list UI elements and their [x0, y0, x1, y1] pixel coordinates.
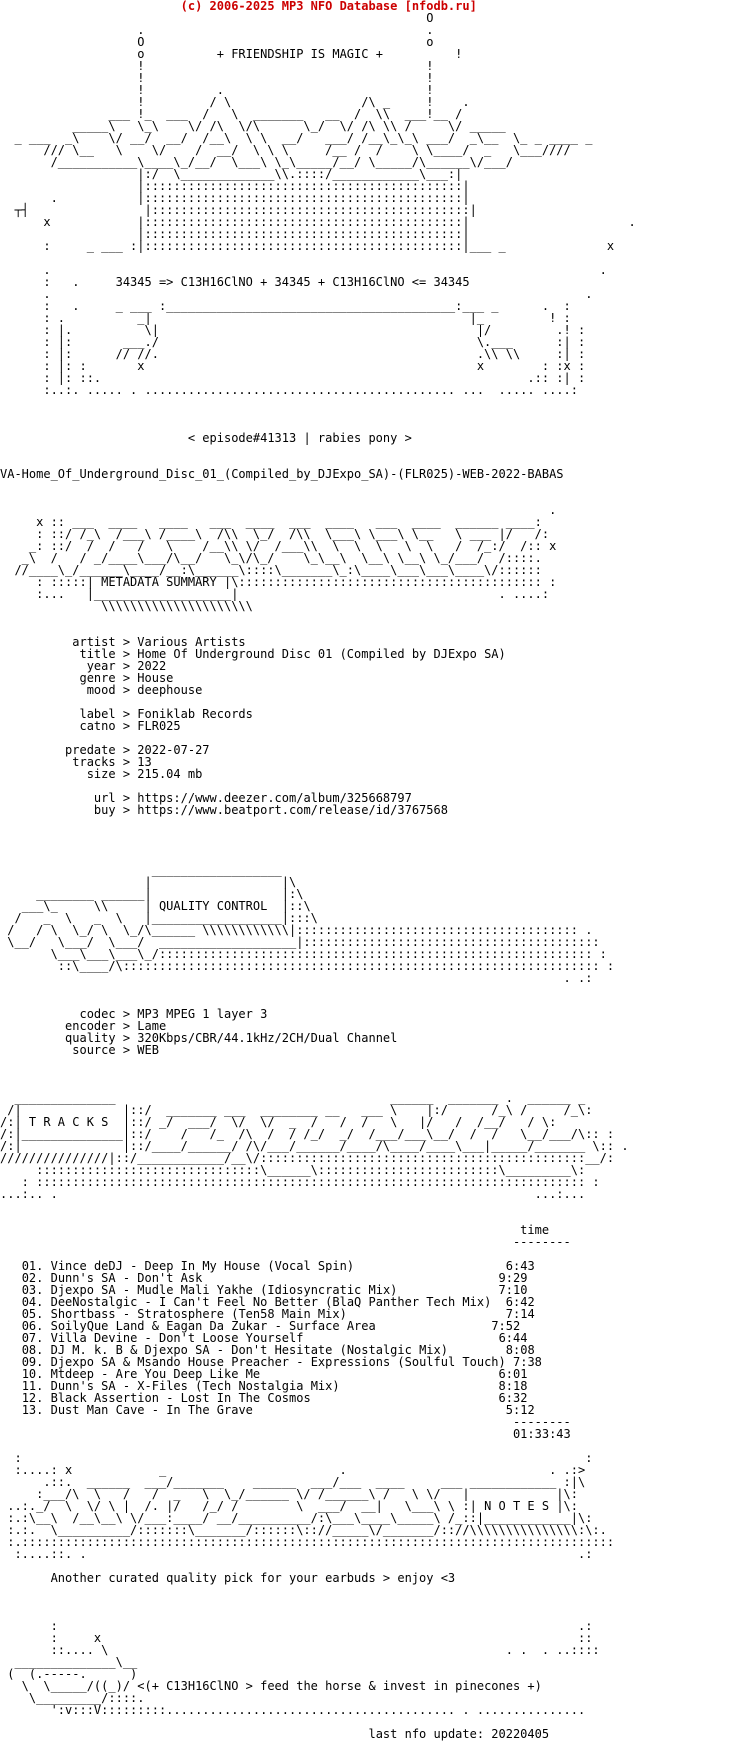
tracks-logo-art: ______________ ______ _______ . ______ _ — [0, 1091, 586, 1105]
track-time: 8:08 — [505, 1343, 535, 1357]
notes-heading-row: ..:._/ \ \/ \ | /. |/ /_/ / \ ___/ __| \___\ \ :| N O T E S |\: — [0, 1499, 578, 1513]
metadata-url: https://www.deezer.com/album/325668797 — [137, 791, 412, 805]
track-title: Dunn's SA - X-Files (Tech Nostalgia Mix) — [50, 1379, 340, 1393]
table-row: 11. Dunn's SA - X-Files (Tech Nostalgia Mix) 8:18 — [21, 1379, 528, 1393]
track-time: 6:32 — [498, 1391, 528, 1405]
metadata-title-row: title > Home Of Underground Disc 01 (Compiled by DJExpo SA) — [0, 647, 506, 661]
metadata-artist-row: artist > Various Artists — [0, 635, 246, 649]
metadata-genre-row: genre > House — [0, 671, 174, 685]
tracks-heading-row: /:| T R A C K S |::/ _/ ___/ \/ \/ _ / / / \ |/ / /__/ / \: — [0, 1115, 557, 1129]
metadata-heading: METADATA SUMMARY — [101, 575, 217, 589]
release-name-row — [0, 468, 736, 480]
metadata-label-row: label > Foniklab Records — [0, 707, 253, 721]
footer-slogan-row: ( (.-----. ) — [0, 1667, 138, 1681]
track-title: Mtdeep - Are You Deep Like Me — [50, 1367, 261, 1381]
quality-codec: MP3 MPEG 1 layer 3 — [137, 1007, 268, 1021]
table-row: 02. Dunn's SA - Don't Ask 9:29 — [21, 1271, 528, 1285]
logo-tagline-row: o + FRIENDSHIP IS MAGIC + ! — [0, 47, 463, 61]
track-title: Dunn's SA - Don't Ask — [50, 1271, 203, 1285]
table-row: 12. Black Assertion - Lost In The Cosmos 6:32 — [21, 1391, 528, 1405]
table-row: 09. Djexpo SA & Msando House Preacher - Expressions (Soulful Touch) 7:38 — [21, 1355, 542, 1369]
episode-tag: < episode#41313 | rabies pony > — [187, 431, 412, 445]
metadata-mood-row: mood > deephouse — [0, 683, 203, 697]
track-time: 5:12 — [505, 1403, 535, 1417]
quality-source-row: source > WEB — [0, 1043, 159, 1057]
track-title: DJ M. k. B & Djexpo SA - Don't Hesitate (Nostalgic Mix) — [50, 1343, 448, 1357]
metadata-tracks: 13 — [137, 755, 152, 769]
track-time: 6:01 — [498, 1367, 528, 1381]
footer-slogan: <(+ C13H16ClNO > feed the horse & invest in pinecones +) — [137, 1679, 542, 1693]
track-title: DeeNostalgic - I Can't Feel No Better (BlaQ Panther Tech Mix) — [50, 1295, 492, 1309]
table-row: 13. Dust Man Cave - In The Grave 5:12 — [21, 1403, 535, 1417]
logo-art: O — [0, 11, 434, 25]
quality-encoder-row: encoder > Lame — [0, 1019, 167, 1033]
equation-row: : . 34345 => C13H16ClNO + 34345 + C13H16ClNO <= 34345 — [0, 275, 470, 289]
track-time: 6:42 — [505, 1295, 535, 1309]
metadata-buy: https://www.beatport.com/release/id/3767568 — [137, 803, 448, 817]
logo-equation: 34345 => C13H16ClNO + 34345 + C13H16ClNO <= 34345 — [115, 275, 470, 289]
track-time: 8:18 — [498, 1379, 528, 1393]
track-title: Shortbass - Stratosphere (Ten58 Main Mix) — [50, 1307, 347, 1321]
track-time: 6:43 — [505, 1259, 535, 1273]
tracks-total-time: 01:33:43 — [512, 1427, 571, 1441]
release-name: VA-Home_Of_Underground_Disc_01_(Compiled_by_DJExpo_SA)-(FLR025)-WEB-2022-BABAS — [0, 467, 564, 481]
footer-horse-art: : .: — [0, 1619, 593, 1633]
track-time: 7:38 — [513, 1355, 542, 1369]
notes-heading: N O T E S — [484, 1499, 550, 1513]
track-title: Djexpo SA & Msando House Preacher - Expressions (Soulful Touch) — [50, 1355, 506, 1369]
metadata-mood: deephouse — [137, 683, 203, 697]
table-row: 06. SoilyQue Land & Eagan Da Zukar - Surface Area 7:52 — [21, 1319, 521, 1333]
metadata-catno: FLR025 — [137, 719, 181, 733]
last-update-row — [0, 1728, 736, 1740]
metadata-url-row: url > https://www.deezer.com/album/325668797 — [0, 791, 412, 805]
metadata-tracks-row: tracks > 13 — [0, 755, 152, 769]
metadata-artist: Various Artists — [137, 635, 246, 649]
metadata-label: Foniklab Records — [137, 707, 253, 721]
metadata-year-row: year > 2022 — [0, 659, 167, 673]
track-time: 7:10 — [498, 1283, 528, 1297]
table-row: 05. Shortbass - Stratosphere (Ten58 Main Mix) 7:14 — [21, 1307, 535, 1321]
quality-heading: QUALITY CONTROL — [158, 899, 268, 913]
metadata-predate: 2022-07-27 — [137, 743, 210, 757]
nfo-document: (c) 2006-2025 MP3 NFO Database [nfodb.ru] O . . O o o + FRIENDSHIP IS MAGIC + ! ! ! ! ! ! . ! ! / \ /\ _ ! . ___ !_ ___ / \ _______ __ / \\ ___!__ / _____\ \_\ \/ /\ \/\ \_/ \/ /\ \\ / \/ _____ _ ___ _\ \/ __/ __/ /__\ \ \ __/ ___/ /__\_\_\ ___/ _\__ \_ _ ____ _ /// \__ \ \/ / __/ \ \ \ /__ / / \ \____/ _ \___//// /___________\____\_/__/ \___\ \_\_____/__/ \_____/\______\/___/ |:/ \_____________\\.::::/____________\___:| |::::::::::::::::::::::::::::::::::::::::::::| . |::::::::::::::::::::::::::::::::::::::::::::| ┬┤ |::::::::::::::::::::::::::::::::::::::::::::| x |::::::::::::::::::::::::::::::::::::::::::::| . |::::::::::::::::::::::::::::::::::::::::::::| : _ ___ :|::::::::::::::::::::::::::::::::::::::::::::|___ _ x . . : . 34345 => C13H16ClNO + 34345 + C13H16ClNO <= 34345 . . : . _ ___ :________________________________________:___ _ . : : . _| |_ ! : : |. \| |/ .! : : |: ___./ \.___ :| : : |: // //. .\\ \\ :| : : |: : x x : :x : : |: ::. .:: :| : :..:. ..... . ........................................... ... ..... ....: < episode#41313 | rabies pony > VA-Home_Of_Underground_Disc_01_(Compiled_by_DJExpo_SA)-(FLR025)-WEB-2022-BABAS . x :: ___ ____ ____ ___ ____ ___ ____ ___ ____ ______ ____: : ::/ /_\ /___\ /____\ /\\ \_/ /\\ \___\ \___\ \__ \ ___ |/ /: _: ::/ / / / \ /__\\ \/ /___\\ \ \ \ \ \ / /_:/ /:: x _\ / / _/____\___/\__/ \_\/\_/ \_\__\ \__\ \__\ \_/___/ /::::. //____\_/______\____/__:\______\::::\_______\_:\____\___\___\____\/:::::: : :::::| METADATA SUMMARY |\:::::::::::::::::::::::::::::::::::::::::: : :... |___________________| . ....: \\\\\\\\\\\\\\\\\\\\\ artist > Various Artists title > Home Of Underground Disc 01 (Compiled by DJExpo SA) year > 2022 genre > House mood > deephouse label > Foniklab Records catno > FLR025 predate > 2022-07-27 tracks > 13 size > 215.04 mb url > https://www.deezer.com/album/325668797 buy > https://www.beatport.com/release/id/3767568 __________________ | |\ ________ ______| |:\ ___\_ \\ | QUALITY CONTROL |::\ / _ \ _ \ |__________________|:::\ / / \ \_/ \ \_/\______ \\\\\\\\\\\\|::::::::::::::::::::::::::::::::::::::: . \__/ \___/ \___/ ___________________|::::::::::::::::::::::::::::::::::::::::: \___\___\___\_/:::::::::::::::::::::::::::::::::::::::::::::::::::::::::::: : ::\____/\:::::::::::::::::::::::::::::::::::::::::::::::::::::::::::::::::: : . .: codec > MP3 MPEG 1 layer 3 encoder > Lame quality > 320Kbps/CBR/44.1kHz/2CH/Dual Channel source > WEB ______________ ______ _______ . ______ _ /| |::/ _______ ___ ________ __ ___ \ |:/ /_\ / /_\: /:| T R A C K S |::/ _/ ___/ \/ \/ _ / / / \ |/ / /__/ / \: /:|______________|::/ / /_ /\ / / /_/ _/ /___/___\__/ / / \__/___/\:: : /:| |::/____/______/ /\/___/______/____/\____/____\___|_____/_______ \:: . ///////////////|::/____________/__\/:::::::::::::::::::::::::::::::::::::::::::::__/: :::::::::::::::::::::::::::::::\______\:::::::::::::::::::::::::\_________\: : :::::::::::::::::::::::::::::::::::::::::::::::::::::::::::::::::::::::::::: : ...:.. . ...:... time -------- 01. Vince deDJ - Deep In My House (Vocal Spin) 6:43 02. Dunn's SA - Don't Ask 9:29 03. Djexpo SA - Mudle Mali Yakhe (Idiosyncratic Mix) 7:10 04. DeeNostalgic - I Can't Feel No Better (BlaQ Panther Tech Mix) 6:42 05. Shortbass - Stratosphere (Ten58 Main Mix) 7:14 06. SoilyQue Land & Eagan Da Zukar - Surface Area 7:52 07. Villa Devine - Don't Loose Yourself 6:44 08. DJ M. k. B & Djexpo SA - Don't Hesitate (Nostalgic Mix) 8:08 09. Djexpo SA & Msando House Preacher - Expressions (Soulful Touch) 7:38 10. Mtdeep - Are You Deep Like Me 6:01 11. Dunn's SA - X-Files (Tech Nostalgia Mix) 8:18 12. Black Assertion - Lost In The Cosmos 6:32 13. Dust Man Cave - In The Grave 5:12 -------- 01:33:43 : : :....: x _ . . .:> .::. ______ ___/_______ ______ ___/___ ____ ___ ____________ :|\ :___/\ \ / / _ \ \_/______ \/ /______\ / \ \/ | |\: ..:._/ \ \/ \ | /. |/ /_/ / \ ___/ __| \___\ \ :| N O T E S |\: :.:\__\ /__\__\ \/___:____/ __/__________/:\___\____\_____\ /_::|____________|\: :.:. \__________/:::::::\_______/::::::\:://_____\/_______/:://\\\\\\\\\\\\\\\:\:. :.:::::::::::::::::::::::::::::::::::::::::::::::::::::::::::::::::::::::::::::::::: :....::. . .: Another curated quality pick for your earbuds > enjoy <3 : .: : x :: ::.... \ . . . ..:::: ______________\__ ( (.-----. ) \ \_____/((_)/ <(+ C13H16ClNO > feed the horse & invest in pinecones +) \_________/::::. ':v:::V:::::::::........................................ . ............... last nfo update: 20220405 — [0, 0, 736, 1680]
track-title: Vince deDJ - Deep In My House (Vocal Spin) — [50, 1259, 355, 1273]
quality-heading-row: ___\_ \\ | QUALITY CONTROL |::\ — [0, 899, 311, 913]
metadata-genre: House — [137, 671, 174, 685]
last-update: last nfo update: 20220405 — [368, 1727, 550, 1741]
quality-logo-art: __________________ — [0, 863, 282, 877]
table-row: 03. Djexpo SA - Mudle Mali Yakhe (Idiosyncratic Mix) 7:10 — [21, 1283, 528, 1297]
table-row: 08. DJ M. k. B & Djexpo SA - Don't Hesitate (Nostalgic Mix) 8:08 — [21, 1343, 535, 1357]
quality-quality: 320Kbps/CBR/44.1kHz/2CH/Dual Channel — [137, 1031, 398, 1045]
notes-logo-art: :....: x _ . . .:> — [0, 1463, 586, 1477]
track-time: 9:29 — [498, 1271, 528, 1285]
banner-text: (c) 2006-2025 MP3 NFO Database [nfodb.ru] — [180, 0, 477, 13]
tracks-total-row — [0, 1428, 736, 1440]
track-title: Villa Devine - Don't Loose Yourself — [50, 1331, 304, 1345]
table-row: 04. DeeNostalgic - I Can't Feel No Better (BlaQ Panther Tech Mix) 6:42 — [21, 1295, 535, 1309]
table-row: 10. Mtdeep - Are You Deep Like Me 6:01 — [21, 1367, 528, 1381]
tracks-heading: T R A C K S — [28, 1115, 109, 1129]
quality-codec-row: codec > MP3 MPEG 1 layer 3 — [0, 1007, 268, 1021]
logo-tagline: + FRIENDSHIP IS MAGIC + — [216, 47, 383, 61]
metadata-title: Home Of Underground Disc 01 (Compiled by DJExpo SA) — [137, 647, 506, 661]
metadata-catno-row: catno > FLR025 — [0, 719, 181, 733]
metadata-logo-art: x :: ___ ____ ____ ___ ____ ___ ____ ___ ____ ______ ____: — [0, 515, 542, 529]
episode-row — [0, 432, 736, 444]
quality-encoder: Lame — [137, 1019, 167, 1033]
metadata-predate-row: predate > 2022-07-27 — [0, 743, 210, 757]
metadata-heading-row: : :::::| METADATA SUMMARY |\:::::::::::::::::::::::::::::::::::::::::: : — [0, 575, 557, 589]
track-title: SoilyQue Land & Eagan Da Zukar - Surface Area — [50, 1319, 376, 1333]
quality-quality-row: quality > 320Kbps/CBR/44.1kHz/2CH/Dual Channel — [0, 1031, 398, 1045]
track-time: 7:52 — [491, 1319, 521, 1333]
track-title: Djexpo SA - Mudle Mali Yakhe (Idiosyncratic Mix) — [50, 1283, 398, 1297]
tracks-time-header: time — [520, 1223, 550, 1237]
track-time: 6:44 — [498, 1331, 528, 1345]
quality-source: WEB — [137, 1043, 159, 1057]
track-title: Dust Man Cave - In The Grave — [50, 1403, 253, 1417]
metadata-buy-row: buy > https://www.beatport.com/release/id/3767568 — [0, 803, 448, 817]
notes-text: Another curated quality pick for your earbuds > enjoy <3 — [50, 1571, 456, 1585]
metadata-size-row: size > 215.04 mb — [0, 767, 203, 781]
track-time: 7:14 — [505, 1307, 535, 1321]
metadata-size: 215.04 mb — [137, 767, 203, 781]
table-row: 07. Villa Devine - Don't Loose Yourself 6:44 — [21, 1331, 528, 1345]
table-row: 01. Vince deDJ - Deep In My House (Vocal Spin) 6:43 — [21, 1259, 535, 1273]
track-title: Black Assertion - Lost In The Cosmos — [50, 1391, 311, 1405]
notes-text-row — [0, 1572, 736, 1584]
metadata-year: 2022 — [137, 659, 167, 673]
